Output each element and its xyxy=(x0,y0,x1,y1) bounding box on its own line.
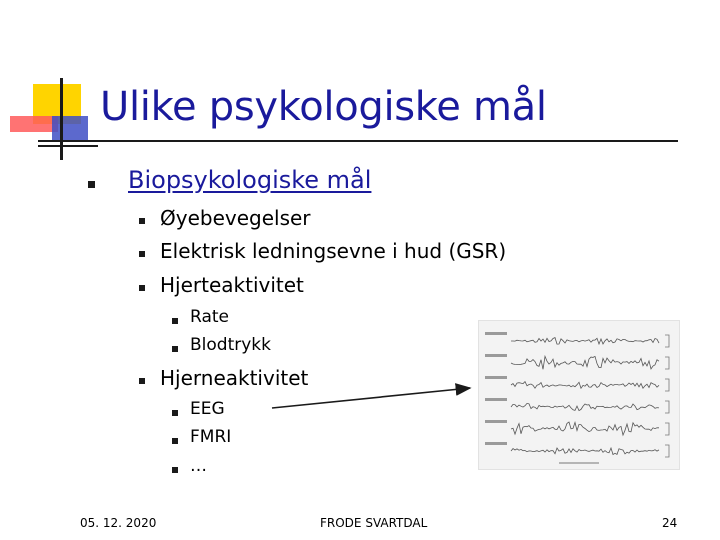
eeg-trace xyxy=(511,448,659,455)
deco-blue-square xyxy=(52,116,88,142)
bullet-icon xyxy=(172,438,178,444)
subitem-ellipsis: … xyxy=(190,456,207,476)
eeg-waveforms-icon xyxy=(479,321,679,469)
bullet-icon xyxy=(139,251,145,257)
bullet-icon xyxy=(172,318,178,324)
eeg-channel-label-mark xyxy=(485,376,507,379)
bullet-icon xyxy=(139,218,145,224)
title-underline-rule xyxy=(38,140,678,142)
eeg-scale-bracket xyxy=(665,401,669,413)
item-hjerneaktivitet: Hjerneaktivitet xyxy=(160,366,309,390)
eeg-trace xyxy=(511,356,659,369)
item-oyebevegelser: Øyebevegelser xyxy=(160,206,311,230)
bullet-icon xyxy=(172,410,178,416)
footer-date: 05. 12. 2020 xyxy=(80,516,157,530)
slide-title: Ulike psykologiske mål xyxy=(100,84,547,130)
eeg-channel-label-mark xyxy=(485,398,507,401)
eeg-channel-label-mark xyxy=(485,332,507,335)
footer-page-number: 24 xyxy=(662,516,678,530)
deco-vertical-line xyxy=(60,78,63,160)
bullet-icon xyxy=(172,346,178,352)
eeg-trace xyxy=(511,338,659,345)
eeg-channel-label-mark xyxy=(485,420,507,423)
eeg-trace xyxy=(511,382,659,389)
bullet-icon xyxy=(88,181,95,188)
eeg-scale-bracket xyxy=(665,335,669,347)
bullet-biopsykologiske: Biopsykologiske mål xyxy=(128,166,372,194)
eeg-scale-bracket xyxy=(665,379,669,391)
bullet-icon xyxy=(139,285,145,291)
deco-red-bar xyxy=(10,116,58,132)
subitem-blodtrykk: Blodtrykk xyxy=(190,335,271,355)
footer-author: FRODE SVARTDAL xyxy=(320,516,428,530)
eeg-trace xyxy=(511,403,659,410)
subitem-rate: Rate xyxy=(190,307,229,327)
eeg-scale-bracket xyxy=(665,423,669,435)
bullet-icon xyxy=(139,378,145,384)
eeg-channel-label-mark xyxy=(485,442,507,445)
eeg-channel-label-mark xyxy=(485,354,507,357)
eeg-waveform-image xyxy=(478,320,680,470)
eeg-scale-bracket xyxy=(665,357,669,369)
bullet-icon xyxy=(172,467,178,473)
eeg-trace xyxy=(511,422,659,435)
pointer-arrow xyxy=(270,380,480,420)
eeg-scale-bracket xyxy=(665,445,669,457)
item-gsr: Elektrisk ledningsevne i hud (GSR) xyxy=(160,239,507,263)
subitem-eeg: EEG xyxy=(190,399,225,419)
item-hjerteaktivitet: Hjerteaktivitet xyxy=(160,273,304,297)
deco-horizontal-line xyxy=(38,145,98,147)
subitem-fmri: FMRI xyxy=(190,427,232,447)
